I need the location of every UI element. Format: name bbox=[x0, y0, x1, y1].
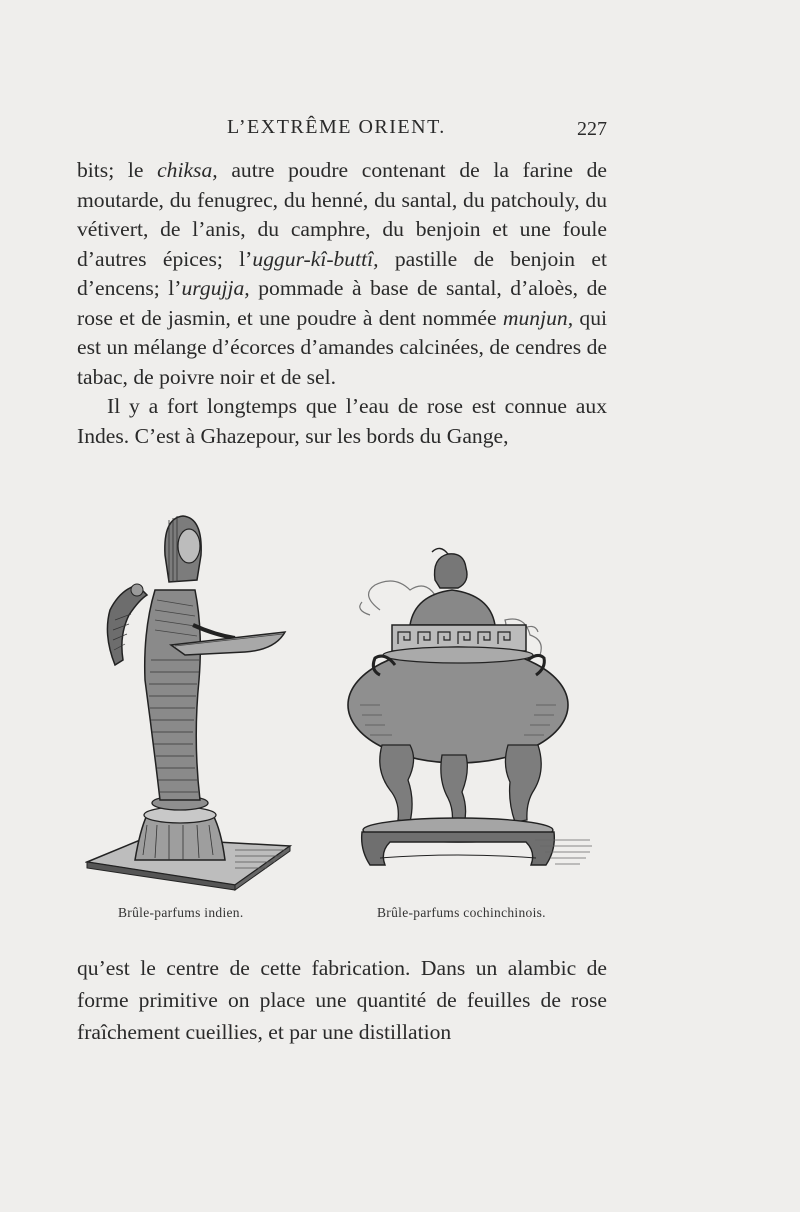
text-run: bits; le bbox=[77, 158, 158, 182]
page-number: 227 bbox=[577, 118, 607, 140]
page-header bbox=[77, 116, 607, 146]
text-run: pastille de benjoin et d’encens; l’ bbox=[77, 246, 607, 300]
right-figure-caption: Brûle-parfums cochinchinois. bbox=[377, 905, 546, 920]
paragraph-3: qu’est le centre de cette fabrication. Dans un alambic de forme primitive on place une quantité de feuilles de rose fraîchement cueillies, et par une distillation bbox=[77, 956, 607, 1044]
text-run: autre poudre contenant de la farine de moutarde, du fenugrec, du henné, du santal, du patchouly, du vétivert, de l’anis, du camphre, du benjoin et une foule d’autres épices; l’ bbox=[77, 158, 607, 271]
indian-incense-burner-illustration bbox=[85, 510, 315, 895]
italic-term: urgujja, bbox=[181, 276, 250, 300]
body-text-bottom bbox=[77, 952, 607, 1048]
paragraph-2: Il y a fort longtemps que l’eau de rose est connue aux Indes. C’est à Ghazepour, sur les bords du Gange, bbox=[77, 394, 607, 448]
cochinchinese-incense-burner-illustration bbox=[340, 540, 600, 890]
left-figure-caption: Brûle-parfums indien. bbox=[118, 905, 244, 920]
body-text-top bbox=[77, 156, 607, 451]
running-title: L’EXTRÊME ORIENT. bbox=[227, 116, 446, 138]
italic-term: uggur-kî-buttî, bbox=[252, 246, 379, 271]
italic-term: munjun, bbox=[502, 305, 574, 330]
paragraph-1 bbox=[77, 156, 607, 392]
text-run: pommade à base de santal, d’aloès, de rose et de jasmin, et une poudre à dent nommée bbox=[77, 276, 607, 330]
text-run: qui est un mélange d’écorces d’amandes calcinées, de cendres de tabac, de poivre noir et de sel. bbox=[77, 305, 608, 389]
italic-term: chiksa, bbox=[157, 158, 218, 182]
